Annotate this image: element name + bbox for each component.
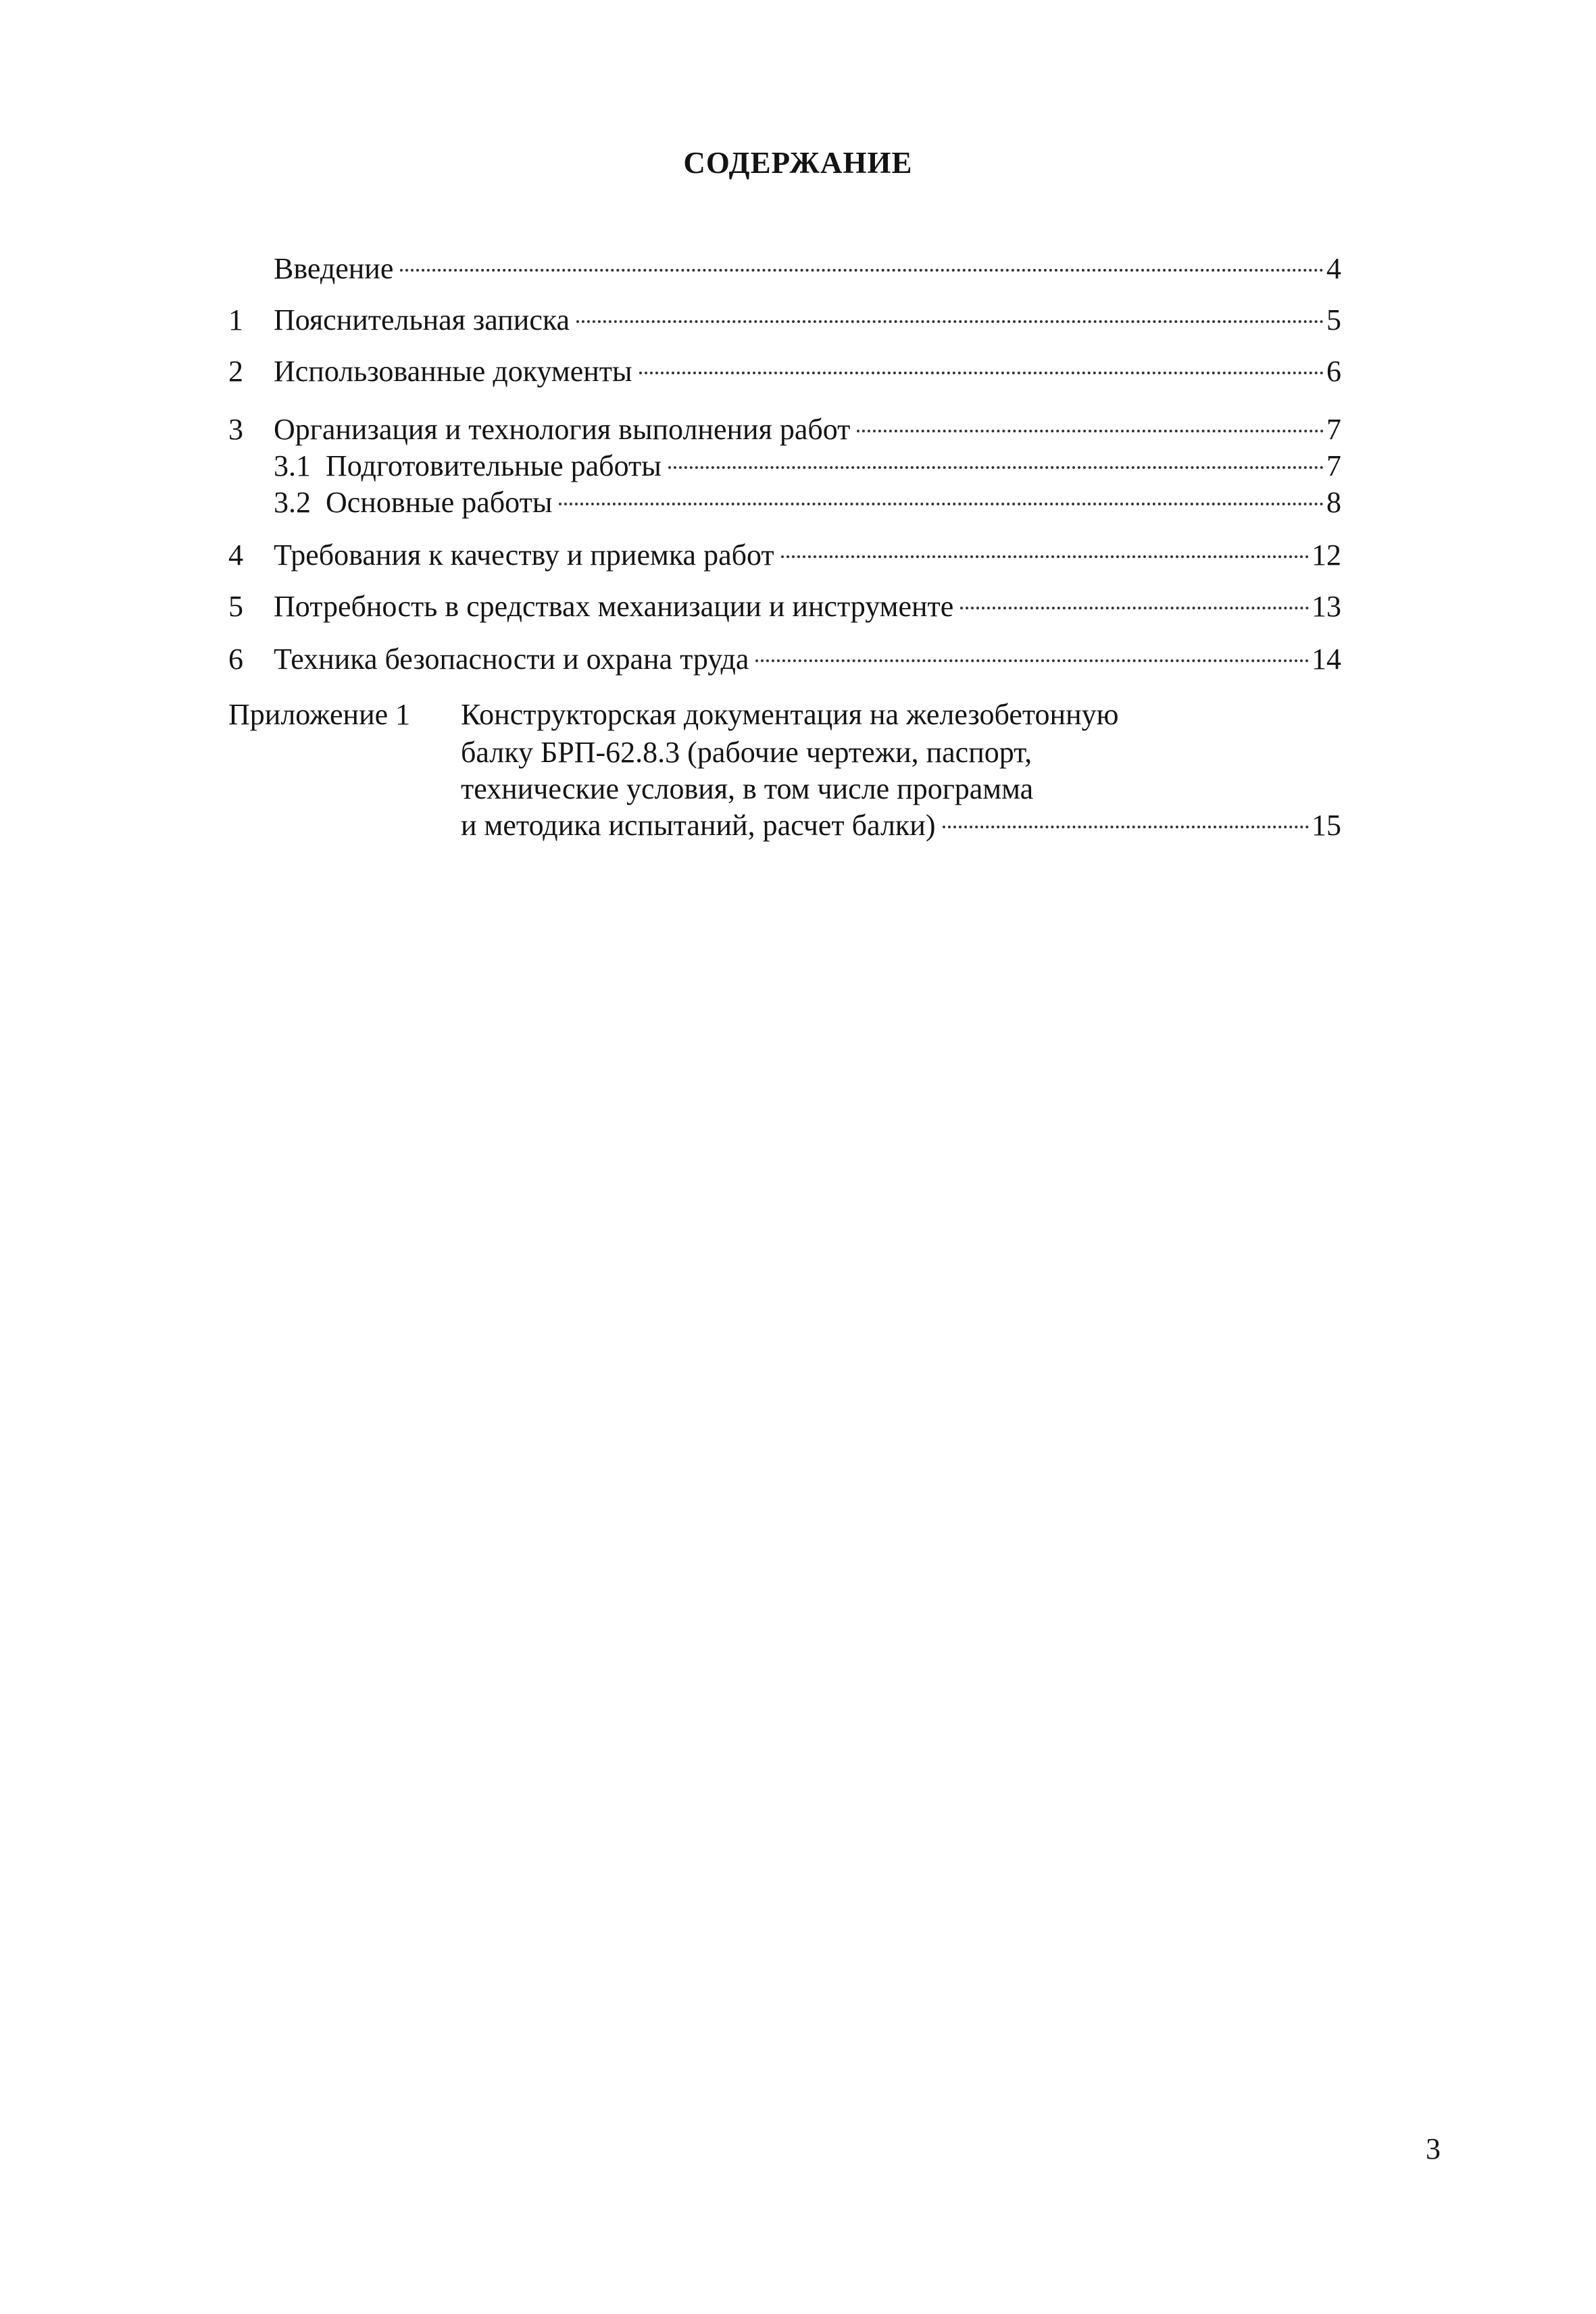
toc-entry-label: Введение: [274, 250, 397, 288]
appendix-line-1: [461, 696, 1119, 734]
appendix-line-text: и методика испытаний, расчет балки): [461, 807, 940, 845]
toc-entry-page: 12: [1312, 538, 1341, 572]
appendix-line-text: балку БРП-62.8.3 (рабочие чертежи, паспорт,: [461, 736, 1032, 769]
dot-leader: [559, 503, 1324, 505]
toc-entry-page: 6: [1326, 355, 1341, 388]
dot-leader: [755, 659, 1309, 662]
page-number: 3: [1426, 2132, 1441, 2165]
dot-leader: [857, 430, 1324, 432]
toc-entry-intro: [274, 250, 1341, 288]
appendix-line-4: [461, 807, 1341, 845]
toc-entry-number: 4: [228, 538, 243, 572]
toc-entry-5: [228, 588, 1341, 626]
toc-entry-6: [228, 640, 1341, 678]
toc-entry-number: 1: [228, 303, 243, 336]
toc-entry-4: [228, 536, 1341, 574]
toc-entry-page: 13: [1312, 590, 1341, 623]
toc-entry-label: 3.2 Основные работы: [274, 484, 556, 522]
toc-entry-page: 4: [1326, 252, 1341, 285]
dot-leader: [668, 466, 1324, 469]
dot-leader: [943, 826, 1310, 828]
toc-entry-number: 3: [228, 413, 243, 446]
toc-entry-2: [228, 353, 1341, 391]
toc-entry-label: Требования к качеству и приемка работ: [274, 536, 778, 574]
toc-entry-label: Использованные документы: [274, 353, 637, 391]
appendix-line-3: [461, 770, 1033, 808]
toc-title: СОДЕРЖАНИЕ: [683, 146, 913, 180]
toc-entry-number: 2: [228, 355, 243, 388]
dot-leader: [781, 555, 1309, 558]
toc-entry-label: Пояснительная записка: [274, 301, 574, 339]
appendix-label-text: Приложение 1: [228, 698, 411, 731]
appendix-label: [228, 696, 410, 734]
toc-entry-number: 6: [228, 643, 243, 676]
toc-entry-3-1: [274, 447, 1341, 485]
toc-entry-page: 7: [1326, 449, 1341, 482]
toc-entry-label: Организация и технология выполнения работ: [274, 411, 854, 449]
dot-leader: [576, 320, 1324, 323]
toc-entry-page: 14: [1312, 643, 1341, 676]
appendix-line-2: [461, 734, 1032, 772]
dot-leader: [639, 372, 1324, 374]
toc-entry-number: 5: [228, 590, 243, 623]
toc-entry-3: [228, 411, 1341, 449]
dot-leader: [960, 607, 1309, 609]
toc-entry-label: Потребность в средствах механизации и инструменте: [274, 588, 957, 626]
toc-entry-3-2: [274, 484, 1341, 522]
toc-entry-label: Техника безопасности и охрана труда: [274, 640, 753, 678]
toc-entry-page: 5: [1326, 303, 1341, 336]
toc-entry-label: 3.1 Подготовительные работы: [274, 447, 666, 485]
toc-entry-1: [228, 301, 1341, 339]
toc-entry-page: 15: [1312, 809, 1341, 842]
dot-leader: [400, 269, 1324, 272]
appendix-line-text: Конструкторская документация на железобетонную: [461, 698, 1119, 731]
appendix-line-text: технические условия, в том числе программа: [461, 772, 1034, 805]
toc-entry-page: 7: [1326, 413, 1341, 446]
toc-entry-page: 8: [1326, 486, 1341, 519]
